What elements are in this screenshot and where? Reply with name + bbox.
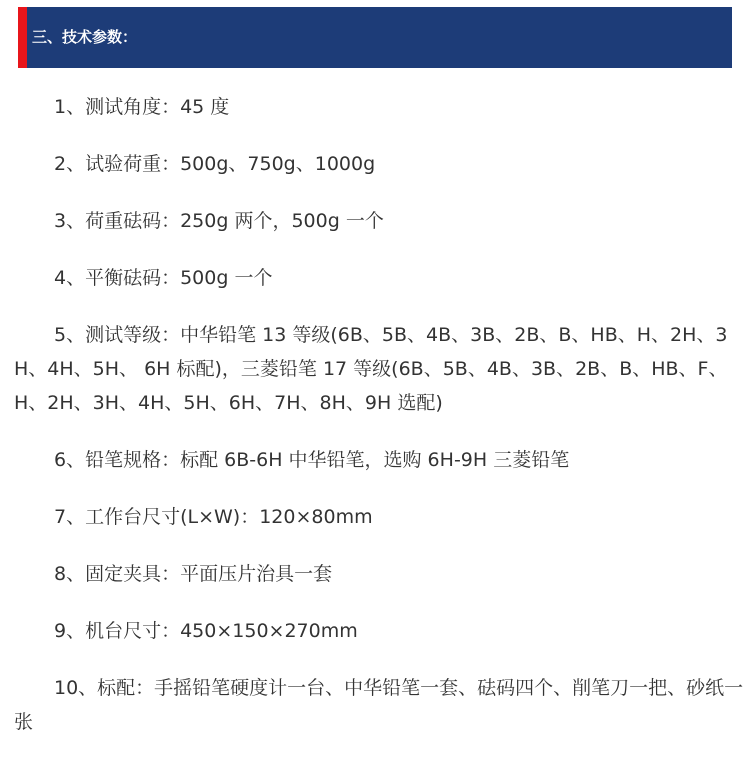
spec-item-machine-size: 9、机台尺寸：450×150×270mm bbox=[54, 620, 358, 642]
banner-accent-bar bbox=[18, 7, 27, 68]
spec-item-pencil-spec: 6、铅笔规格：标配 6B-6H 中华铅笔，选购 6H-9H 三菱铅笔 bbox=[54, 449, 570, 471]
spec-item-standard-config: 10、标配：手摇铅笔硬度计一台、中华铅笔一套、砝码四个、削笔刀一把、砂纸一张 bbox=[14, 677, 744, 733]
spec-item-table-size: 7、工作台尺寸(L×W)：120×80mm bbox=[54, 506, 373, 528]
spec-item-test-grades: 5、测试等级：中华铅笔 13 等级(6B、5B、4B、3B、2B、B、HB、H、2H、3H、4H、5H、 6H 标配)，三菱铅笔 17 等级(6B、5B、4B、3B、2B、B、HB、F、H、2H、3H、4H、5H、6H、7H、8H、9H 选配) bbox=[14, 324, 728, 414]
spec-list bbox=[14, 90, 750, 762]
section-title: 三、技术参数： bbox=[32, 28, 138, 46]
spec-item-fixture: 8、固定夹具：平面压片治具一套 bbox=[54, 563, 333, 585]
section-banner bbox=[18, 7, 732, 68]
spec-item-balance-weight: 4、平衡砝码：500g 一个 bbox=[54, 267, 273, 289]
spec-item-test-load: 2、试验荷重：500g、750g、1000g bbox=[54, 153, 376, 175]
spec-item-test-angle: 1、测试角度：45 度 bbox=[54, 96, 230, 118]
spec-item-load-weights: 3、荷重砝码：250g 两个，500g 一个 bbox=[54, 210, 384, 232]
